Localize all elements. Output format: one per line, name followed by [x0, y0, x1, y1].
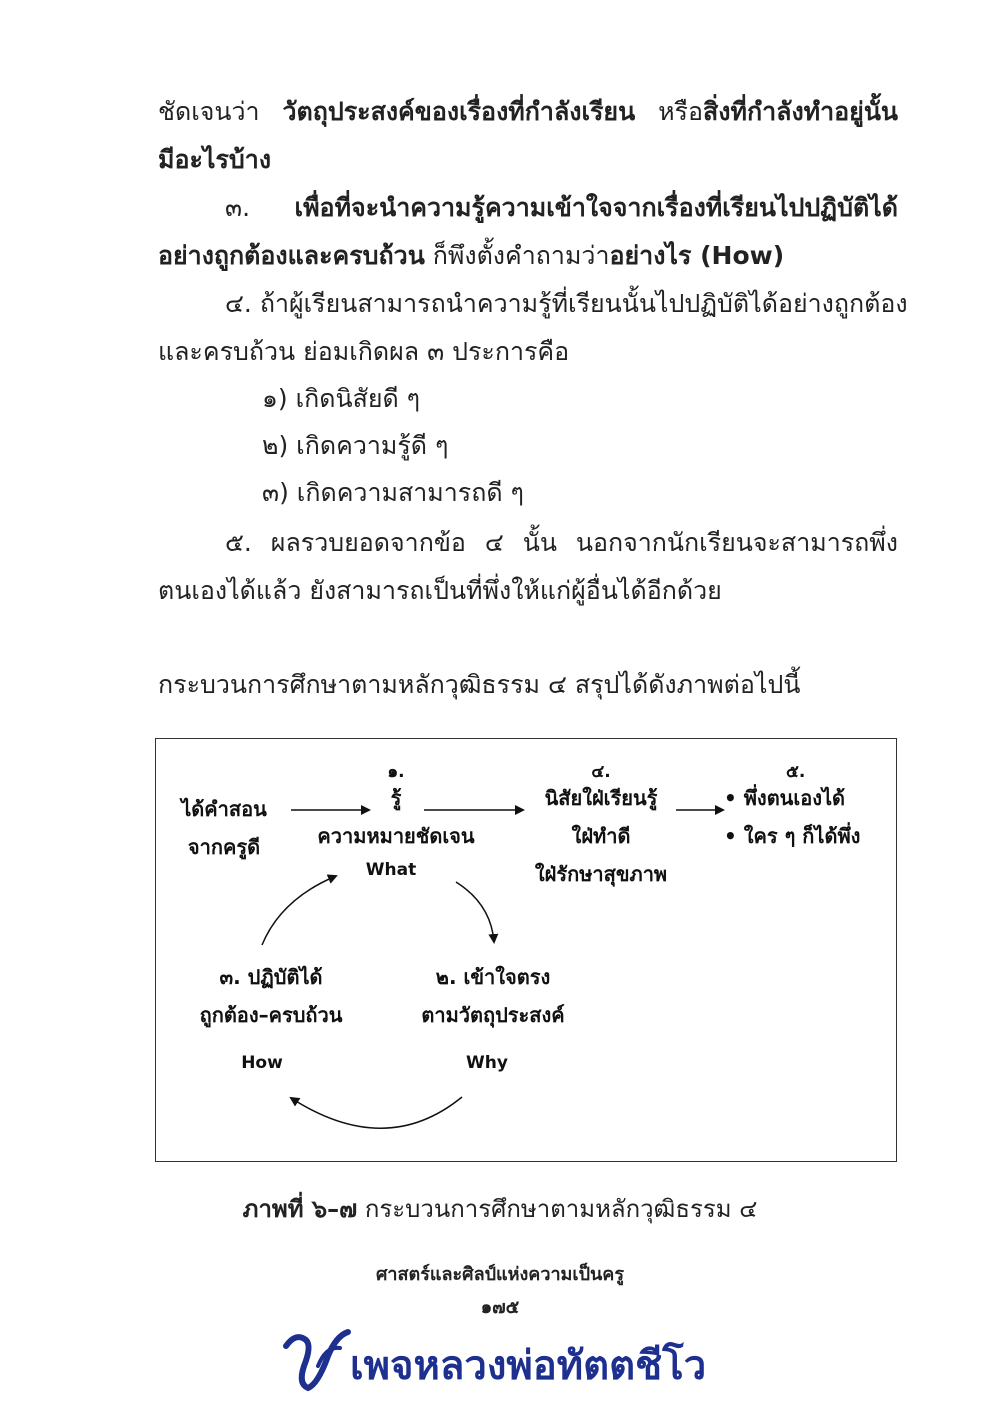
node-3-line1: ๓. ปฏิบัติได้: [219, 965, 323, 989]
node-start: [174, 796, 274, 860]
node-start-line2: จากครูดี: [187, 835, 261, 859]
node-1-question: What: [365, 860, 417, 880]
node-start-line1: ได้คำสอน: [181, 797, 267, 821]
logo-text: เพจหลวงพ่อทัตตชีโว: [350, 1343, 707, 1389]
node-4-line1: นิสัยใฝ่เรียนรู้: [544, 786, 658, 810]
logo-mark-icon: [278, 1326, 358, 1396]
result-item: ๓) เกิดความสามารถดี ๆ: [262, 478, 524, 507]
node-1-line2: ความหมายชัดเจน: [317, 824, 475, 848]
node-2-line1: ๒. เข้าใจตรง: [435, 965, 551, 989]
list-item-5: ๕. ผลรวบยอดจากข้อ ๔ นั้น นอกจากนักเรียนจะสามารถพึ่ง: [225, 528, 898, 557]
node-3-practice: [166, 964, 376, 1076]
page-number: ๑๗๕: [480, 1297, 520, 1318]
node-2-line2: ตามวัตถุประสงค์: [421, 1003, 565, 1027]
arrow-how-to-what: [262, 876, 336, 945]
node-1-number: ๑.: [387, 762, 405, 782]
paragraph-line: [158, 240, 784, 272]
bold-text: เพื่อที่จะนำความรู้ความเข้าใจจากเรื่องที่เรียนไปปฏิบัติได้: [294, 193, 898, 222]
bold-text: สิ่งที่กำลังทำอยู่นั้น: [703, 97, 899, 126]
node-1-line1: รู้: [390, 786, 402, 810]
node-5-line1: • พึ่งตนเองได้: [724, 786, 846, 810]
paragraph-line: มีอะไรบ้าง: [158, 145, 272, 174]
node-5-line2: • ใคร ๆ ก็ได้พึ่ง: [724, 824, 861, 848]
text: ชัดเจนว่า: [158, 97, 283, 126]
figure-caption: [0, 1193, 1000, 1225]
process-diagram: [155, 738, 897, 1162]
arrow-why-to-how: [291, 1097, 462, 1128]
node-4-number: ๔.: [591, 762, 611, 782]
node-1-know: [296, 759, 496, 883]
node-4-line3: ใฝ่รักษาสุขภาพ: [534, 862, 668, 886]
summary-line: กระบวนการศึกษาตามหลักวุฒิธรรม ๔ สรุปได้ดังภาพต่อไปนี้: [158, 670, 801, 699]
paragraph-line: และครบถ้วน ย่อมเกิดผล ๓ ประการคือ: [158, 337, 570, 366]
caption-text: กระบวนการศึกษาตามหลักวุฒิธรรม ๔: [357, 1195, 758, 1223]
footer-book-title: ศาสตร์และศิลป์แห่งความเป็นครู: [375, 1264, 625, 1285]
list-item-3: [225, 192, 898, 224]
result-item: ๑) เกิดนิสัยดี ๆ: [262, 384, 421, 413]
node-5-self-reliant: [724, 759, 884, 849]
node-3-question: How: [241, 1053, 283, 1073]
node-2-understand: [388, 964, 598, 1076]
bold-text: อย่างไร (How): [609, 241, 785, 270]
item-number: ๓.: [225, 193, 251, 222]
arrow-what-to-why: [456, 882, 494, 942]
list-item-4: ๔. ถ้าผู้เรียนสามารถนำความรู้ที่เรียนนั้นไปปฏิบัติได้อย่างถูกต้อง: [225, 289, 908, 318]
text: ก็พึงตั้งคำถามว่า: [424, 241, 610, 270]
text: หรือ: [635, 97, 703, 126]
bold-text: อย่างถูกต้องและครบถ้วน: [158, 241, 425, 270]
node-4-line2: ใฝ่ทำดี: [571, 824, 631, 848]
caption-label: ภาพที่ ๖–๗: [242, 1195, 358, 1223]
paragraph-line: [158, 96, 898, 128]
page-logo: [278, 1326, 738, 1396]
node-5-number: ๕.: [786, 762, 806, 782]
result-item: ๒) เกิดความรู้ดี ๆ: [262, 431, 449, 460]
node-3-line2: ถูกต้อง–ครบถ้วน: [199, 1003, 343, 1027]
node-4-habit: [516, 759, 686, 887]
paragraph-line: ตนเองได้แล้ว ยังสามารถเป็นที่พึ่งให้แก่ผู้อื่นได้อีกด้วย: [158, 576, 722, 605]
node-2-question: Why: [466, 1053, 508, 1073]
bold-text: วัตถุประสงค์ของเรื่องที่กำลังเรียน: [282, 97, 636, 126]
